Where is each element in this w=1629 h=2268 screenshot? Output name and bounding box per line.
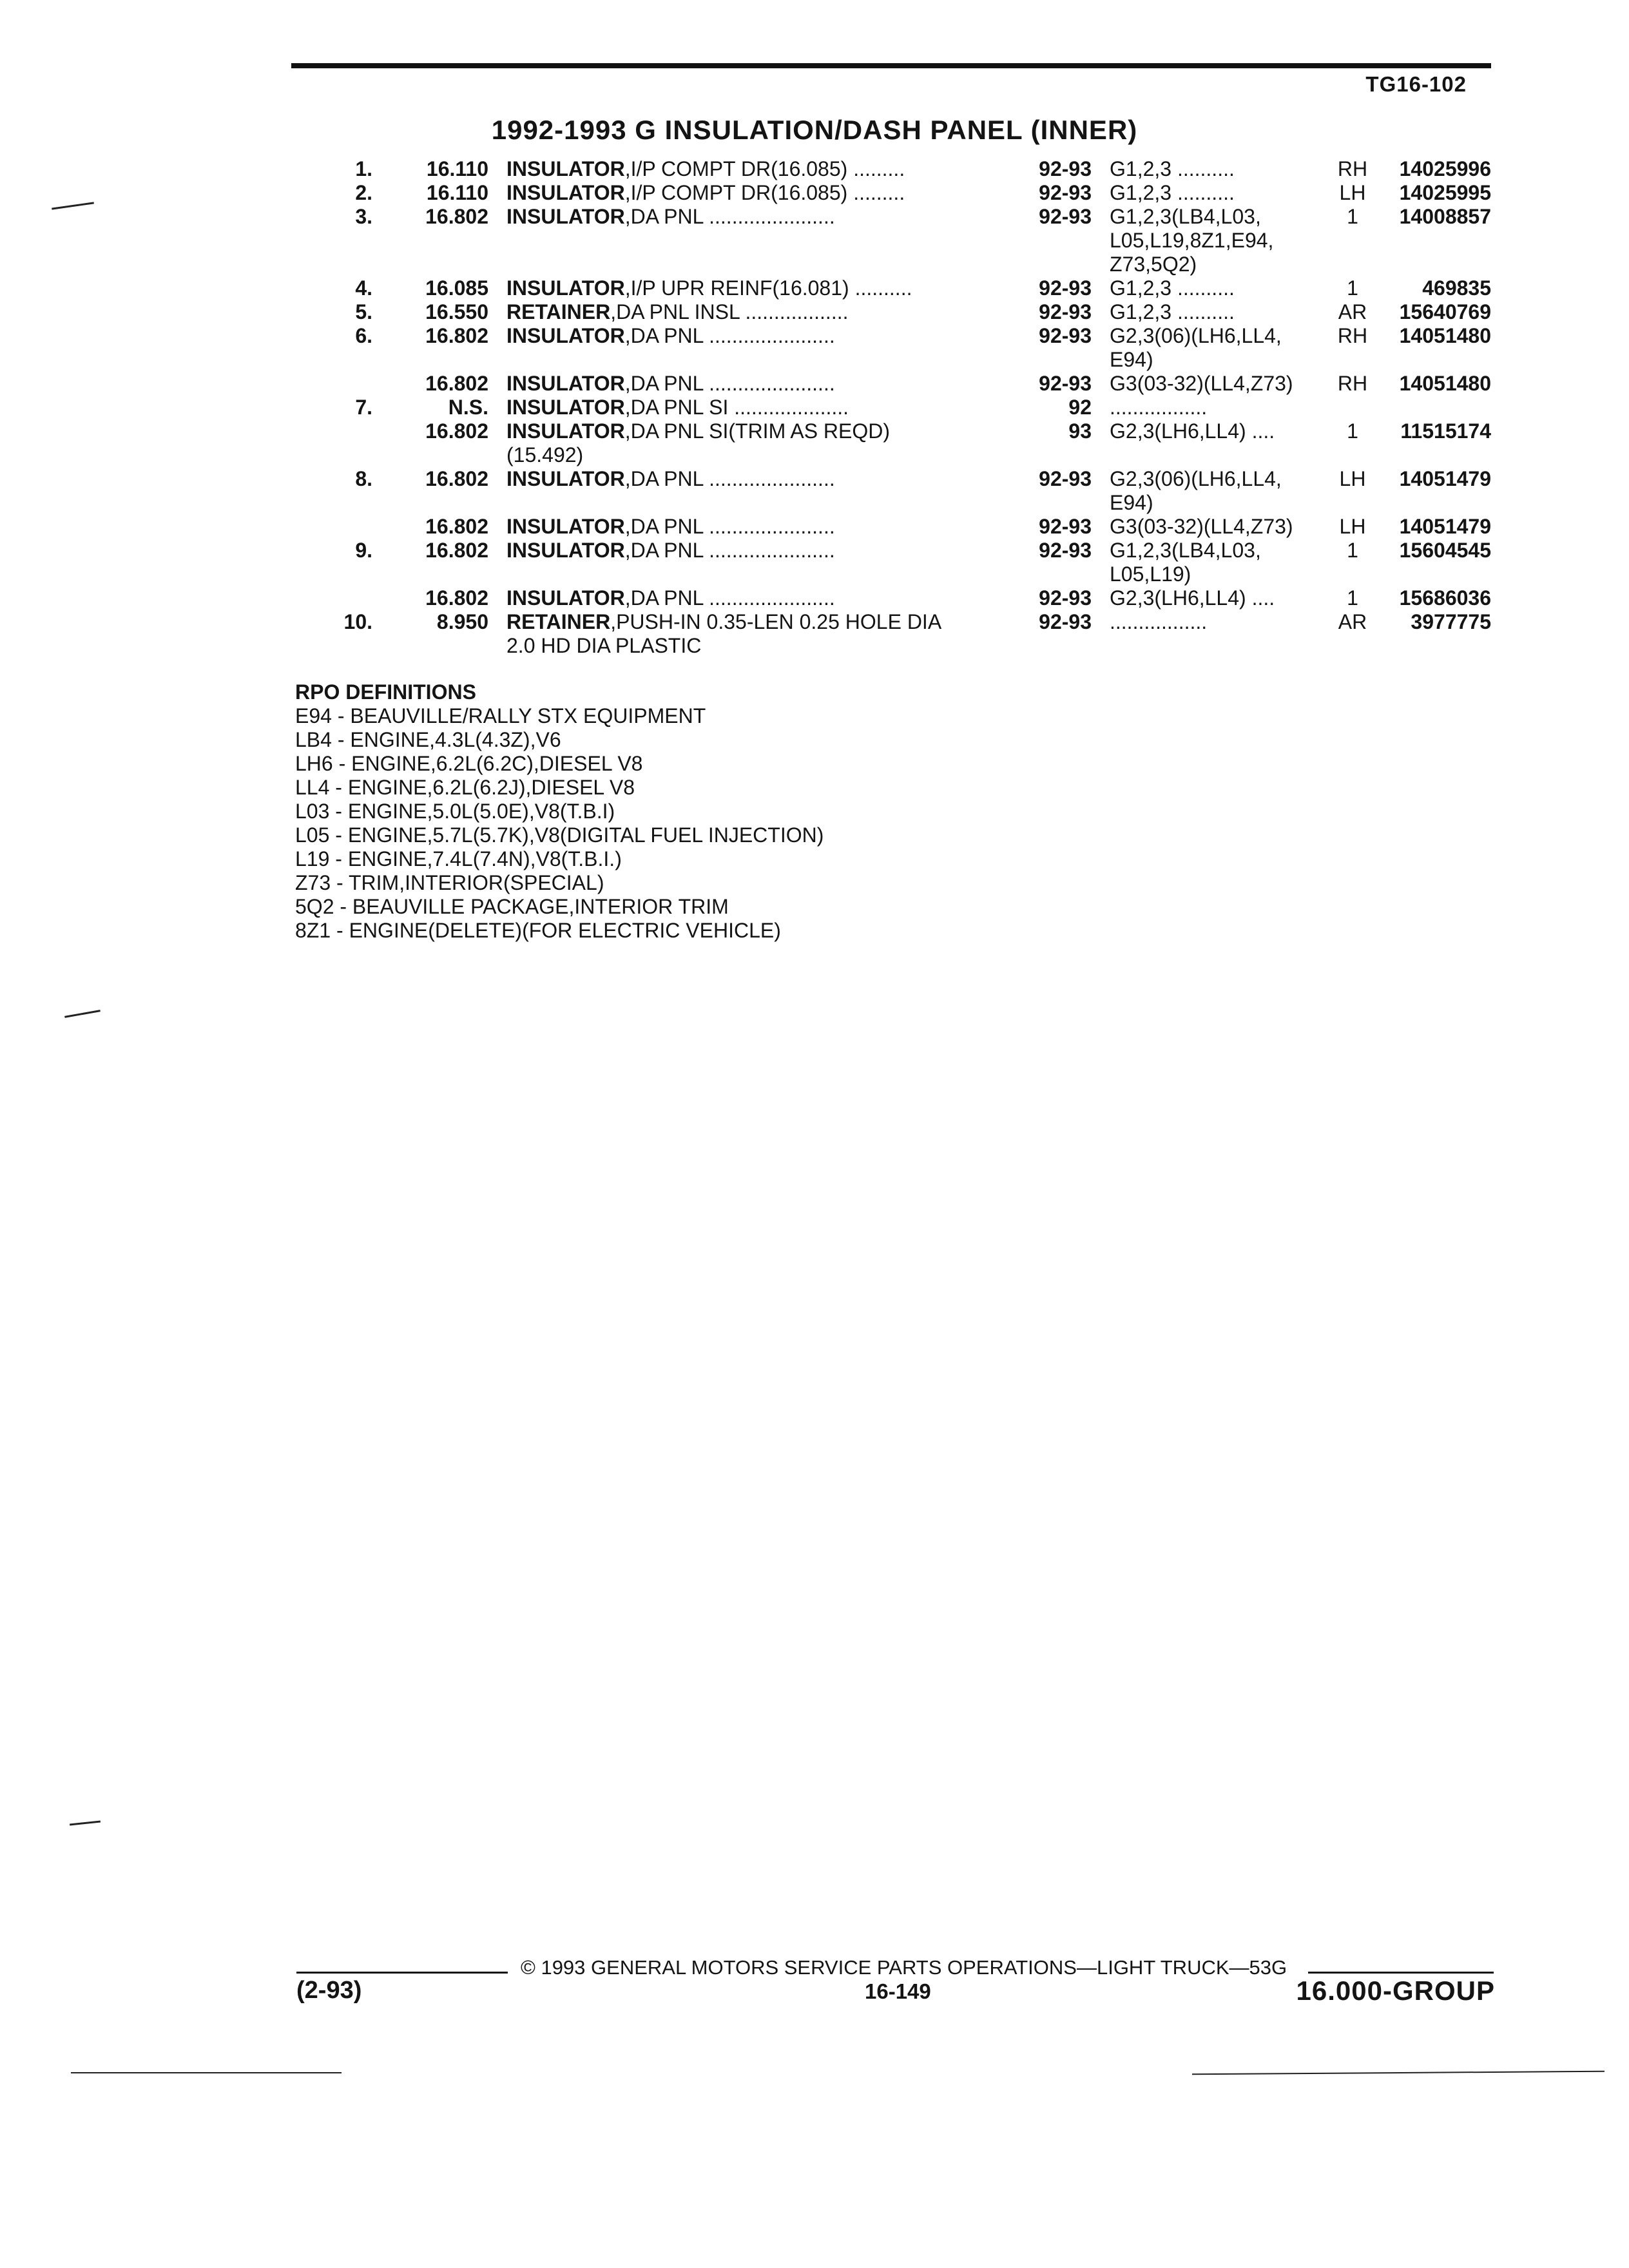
quantity: RH: [1337, 324, 1368, 347]
part-description: [506, 515, 835, 539]
part-description: [506, 610, 941, 634]
model-usage: [1110, 539, 1261, 562]
part-description: [506, 205, 835, 229]
model-year: 92-93: [1039, 157, 1092, 180]
quantity: RH: [1337, 372, 1368, 395]
part-name: INSULATOR: [506, 515, 625, 538]
model-code: G1,2,3: [1110, 300, 1172, 323]
part-number: 3977775: [1411, 610, 1491, 633]
model-year: 92-93: [1039, 276, 1092, 300]
model-code: G3(03-32)(LL4,Z73): [1110, 372, 1293, 395]
leader-dots: ....: [1251, 586, 1275, 610]
continuation-row: [0, 491, 1629, 515]
part-detail: ,DA PNL: [624, 515, 704, 538]
continuation-row: [0, 443, 1629, 467]
model-code: G1,2,3: [1110, 276, 1172, 300]
group-number: 16.802: [425, 539, 488, 562]
part-name: INSULATOR: [506, 419, 625, 443]
part-description: [506, 324, 835, 348]
model-year: 92: [1068, 396, 1092, 419]
part-detail: ,DA PNL: [624, 467, 704, 490]
scan-mark: [1192, 2071, 1605, 2075]
quantity: RH: [1337, 157, 1368, 180]
leader-dots: ......................: [709, 586, 835, 610]
part-name: INSULATOR: [506, 372, 625, 395]
part-number: 11515174: [1400, 419, 1491, 443]
part-row: [0, 467, 1629, 491]
model-continuation: L05,L19): [1110, 562, 1191, 586]
description-continuation: 2.0 HD DIA PLASTIC: [506, 634, 702, 657]
group-number: 16.802: [425, 467, 488, 490]
group-number: 16.550: [425, 300, 488, 323]
quantity: 1: [1347, 205, 1358, 228]
model-usage: [1110, 586, 1275, 610]
leader-dots: ......................: [709, 372, 835, 395]
parts-table: [0, 157, 1629, 658]
part-number: 14025996: [1399, 157, 1491, 180]
rpo-item: L05 - ENGINE,5.7L(5.7K),V8(DIGITAL FUEL INJECTION): [295, 823, 824, 847]
model-continuation: L05,L19,8Z1,E94,: [1110, 229, 1274, 252]
part-number: 14051479: [1399, 515, 1491, 538]
group-number: 16.802: [425, 372, 488, 395]
model-usage: [1110, 205, 1261, 229]
model-code: G2,3(LH6,LL4): [1110, 419, 1246, 443]
part-detail: ,PUSH-IN 0.35-LEN 0.25 HOLE DIA: [610, 610, 942, 633]
leader-dots: ......................: [709, 515, 835, 538]
model-year: 92-93: [1039, 467, 1092, 490]
part-number: 15604545: [1399, 539, 1491, 562]
part-name: INSULATOR: [506, 467, 625, 490]
leader-dots: .........: [853, 181, 905, 204]
model-usage: [1110, 419, 1275, 443]
part-row: [0, 515, 1629, 539]
part-number: 14051479: [1399, 467, 1491, 490]
ref-number: 4.: [355, 276, 372, 300]
rpo-item: LB4 - ENGINE,4.3L(4.3Z),V6: [295, 728, 561, 751]
ref-number: 6.: [355, 324, 372, 347]
part-number: 469835: [1422, 276, 1491, 300]
part-row: [0, 586, 1629, 610]
part-name: RETAINER: [506, 300, 611, 323]
leader-dots: ..........: [1177, 157, 1235, 180]
part-description: [506, 181, 905, 205]
part-detail: ,DA PNL SI(TRIM AS REQD): [624, 419, 891, 443]
group-number: 8.950: [436, 610, 488, 633]
leader-dots: .................: [1110, 396, 1208, 419]
leader-dots: .........: [853, 157, 905, 180]
model-usage: [1110, 181, 1235, 205]
rpo-item: LL4 - ENGINE,6.2L(6.2J),DIESEL V8: [295, 776, 635, 799]
leader-dots: ......................: [709, 324, 835, 347]
leader-dots: .................: [1110, 610, 1208, 633]
continuation-row: [0, 348, 1629, 372]
description-continuation: (15.492): [506, 443, 584, 466]
model-usage: [1110, 610, 1207, 634]
model-code: G2,3(06)(LH6,LL4,: [1110, 467, 1282, 490]
part-description: [506, 157, 905, 181]
ref-number: 9.: [355, 539, 372, 562]
part-row: [0, 205, 1629, 229]
part-row: [0, 324, 1629, 348]
model-code: G1,2,3(LB4,L03,: [1110, 539, 1261, 562]
continuation-row: [0, 634, 1629, 658]
part-number: 15640769: [1399, 300, 1491, 323]
group-number: 16.802: [425, 324, 488, 347]
leader-dots: ......................: [709, 205, 835, 228]
model-year: 92-93: [1039, 372, 1092, 395]
model-continuation: Z73,5Q2): [1110, 253, 1197, 276]
quantity: LH: [1339, 467, 1366, 490]
quantity: AR: [1338, 610, 1367, 633]
revision-date: (2-93): [296, 1977, 362, 2004]
group-number: N.S.: [448, 396, 488, 419]
model-usage: [1110, 515, 1293, 539]
part-row: [0, 396, 1629, 419]
rpo-item: LH6 - ENGINE,6.2L(6.2C),DIESEL V8: [295, 752, 643, 775]
part-description: [506, 467, 835, 491]
model-continuation: E94): [1110, 491, 1153, 514]
leader-dots: ......................: [709, 539, 835, 562]
part-number: 14051480: [1399, 372, 1491, 395]
group-number: 16.802: [425, 515, 488, 538]
part-detail: ,DA PNL: [624, 372, 704, 395]
ref-number: 8.: [355, 467, 372, 490]
continuation-row: [0, 253, 1629, 276]
model-year: 92-93: [1039, 324, 1092, 347]
group-number: 16.802: [425, 419, 488, 443]
copyright-notice: © 1993 GENERAL MOTORS SERVICE PARTS OPERATIONS—LIGHT TRUCK—53G: [521, 1956, 1287, 1979]
rpo-item: E94 - BEAUVILLE/RALLY STX EQUIPMENT: [295, 704, 706, 727]
rpo-item: Z73 - TRIM,INTERIOR(SPECIAL): [295, 871, 604, 894]
part-row: [0, 300, 1629, 324]
part-description: [506, 539, 835, 562]
part-row: [0, 276, 1629, 300]
quantity: 1: [1347, 419, 1358, 443]
rpo-item: L19 - ENGINE,7.4L(7.4N),V8(T.B.I.): [295, 847, 622, 870]
page-title: 1992-1993 G INSULATION/DASH PANEL (INNER): [491, 115, 1138, 145]
rpo-list: [295, 704, 824, 943]
part-row: [0, 372, 1629, 396]
part-number: 14051480: [1399, 324, 1491, 347]
rpo-item: 5Q2 - BEAUVILLE PACKAGE,INTERIOR TRIM: [295, 895, 729, 918]
part-number: 14008857: [1399, 205, 1491, 228]
part-detail: ,DA PNL SI: [624, 396, 729, 419]
part-name: INSULATOR: [506, 205, 625, 228]
model-code: G1,2,3: [1110, 181, 1172, 204]
rpo-definitions: [295, 680, 824, 943]
model-year: 92-93: [1039, 181, 1092, 204]
part-name: INSULATOR: [506, 276, 625, 300]
part-row: [0, 157, 1629, 181]
model-usage: [1110, 300, 1235, 324]
scan-mark: [70, 1820, 101, 1825]
model-continuation: E94): [1110, 348, 1153, 371]
part-description: [506, 300, 848, 324]
model-year: 92-93: [1039, 539, 1092, 562]
scan-mark: [64, 1010, 101, 1018]
rpo-item: L03 - ENGINE,5.0L(5.0E),V8(T.B.I): [295, 800, 615, 823]
footer-rule-right: [1308, 1972, 1494, 1974]
part-name: INSULATOR: [506, 586, 625, 610]
page-number: 16-149: [865, 1979, 931, 2003]
group-number: 16.085: [425, 276, 488, 300]
quantity: 1: [1347, 586, 1358, 610]
leader-dots: ......................: [709, 467, 835, 490]
part-description: [506, 396, 849, 419]
part-detail: ,I/P COMPT DR(16.085): [624, 181, 848, 204]
ref-number: 1.: [355, 157, 372, 180]
group-label: 16.000-GROUP: [1296, 1975, 1495, 2006]
model-usage: [1110, 396, 1207, 419]
part-detail: ,DA PNL: [624, 205, 704, 228]
ref-number: 3.: [355, 205, 372, 228]
part-row: [0, 539, 1629, 562]
quantity: 1: [1347, 276, 1358, 300]
quantity: AR: [1338, 300, 1367, 323]
quantity: LH: [1339, 181, 1366, 204]
model-code: G1,2,3(LB4,L03,: [1110, 205, 1261, 228]
part-description: [506, 586, 835, 610]
part-row: [0, 181, 1629, 205]
part-row: [0, 419, 1629, 443]
part-number: 14025995: [1399, 181, 1491, 204]
part-detail: ,DA PNL: [624, 324, 704, 347]
part-description: [506, 419, 890, 443]
group-number: 16.802: [425, 586, 488, 610]
part-detail: ,I/P UPR REINF(16.081): [624, 276, 849, 300]
part-name: RETAINER: [506, 610, 611, 633]
part-detail: ,DA PNL: [624, 586, 704, 610]
part-detail: ,DA PNL: [624, 539, 704, 562]
ref-number: 7.: [355, 396, 372, 419]
group-number: 16.110: [426, 157, 488, 180]
model-year: 92-93: [1039, 610, 1092, 633]
model-code: G1,2,3: [1110, 157, 1172, 180]
quantity: LH: [1339, 515, 1366, 538]
footer-rule-left: [296, 1972, 508, 1974]
part-description: [506, 276, 912, 300]
ref-number: 5.: [355, 300, 372, 323]
part-name: INSULATOR: [506, 324, 625, 347]
continuation-row: [0, 562, 1629, 586]
part-name: INSULATOR: [506, 539, 625, 562]
quantity: 1: [1347, 539, 1358, 562]
model-code: G3(03-32)(LL4,Z73): [1110, 515, 1293, 538]
model-usage: [1110, 157, 1235, 181]
model-year: 92-93: [1039, 300, 1092, 323]
scan-mark: [71, 2072, 342, 2073]
ref-number: 10.: [343, 610, 372, 633]
model-usage: [1110, 324, 1282, 348]
leader-dots: ....................: [734, 396, 849, 419]
part-detail: ,DA PNL INSL: [610, 300, 740, 323]
model-code: G2,3(LH6,LL4): [1110, 586, 1246, 610]
leader-dots: ....: [1251, 419, 1275, 443]
part-name: INSULATOR: [506, 181, 625, 204]
continuation-row: [0, 229, 1629, 253]
rpo-item: 8Z1 - ENGINE(DELETE)(FOR ELECTRIC VEHICLE): [295, 919, 781, 942]
model-usage: [1110, 276, 1235, 300]
model-year: 92-93: [1039, 205, 1092, 228]
part-name: INSULATOR: [506, 396, 625, 419]
group-number: 16.110: [426, 181, 488, 204]
leader-dots: ..................: [745, 300, 849, 323]
model-usage: [1110, 467, 1282, 491]
page-code: TG16-102: [1365, 72, 1467, 96]
top-rule: [291, 63, 1491, 68]
model-code: G2,3(06)(LH6,LL4,: [1110, 324, 1282, 347]
part-name: INSULATOR: [506, 157, 625, 180]
leader-dots: ..........: [1177, 181, 1235, 204]
leader-dots: ..........: [1177, 300, 1235, 323]
group-number: 16.802: [425, 205, 488, 228]
model-usage: [1110, 372, 1293, 396]
leader-dots: ..........: [1177, 276, 1235, 300]
model-year: 92-93: [1039, 515, 1092, 538]
part-number: 15686036: [1399, 586, 1491, 610]
part-description: [506, 372, 835, 396]
model-year: 93: [1068, 419, 1092, 443]
part-detail: ,I/P COMPT DR(16.085): [624, 157, 848, 180]
part-row: [0, 610, 1629, 634]
ref-number: 2.: [355, 181, 372, 204]
model-year: 92-93: [1039, 586, 1092, 610]
leader-dots: ..........: [854, 276, 912, 300]
rpo-heading: RPO DEFINITIONS: [295, 680, 476, 704]
